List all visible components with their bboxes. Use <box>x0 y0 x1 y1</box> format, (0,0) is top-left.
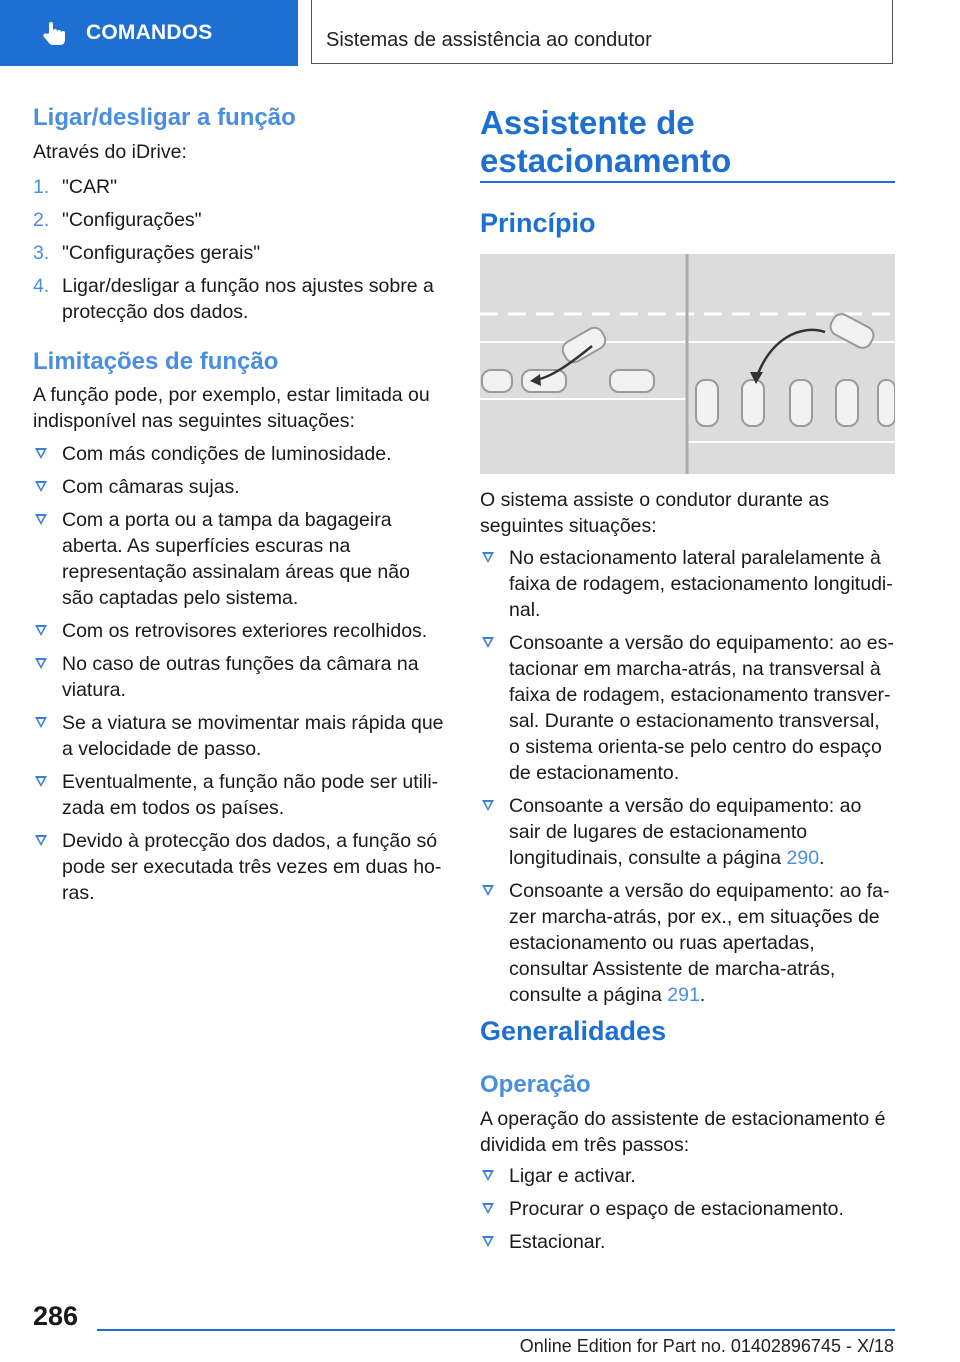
step-item <box>33 174 445 200</box>
step-number: 3. <box>33 242 50 264</box>
heading-principle: Princípio <box>480 208 596 238</box>
page-title <box>480 104 731 180</box>
list-item-text: Devido à protecção dos dados, a função só pode ser executada três vezes em duas horas. <box>62 830 442 904</box>
list-item <box>480 630 895 786</box>
triangle-bullet-icon <box>35 658 47 669</box>
list-item-text: Estacionar. <box>509 1231 606 1253</box>
footer-edition: Online Edition for Part no. 01402896745 - X/18 <box>519 1336 894 1356</box>
step-text: "Configurações gerais" <box>62 242 261 264</box>
triangle-bullet-icon <box>482 1236 494 1247</box>
hand-pointer-icon <box>40 19 68 47</box>
list-item-text: Com os retrovisores exteriores recolhidos. <box>62 620 428 642</box>
triangle-bullet-icon <box>482 1170 494 1181</box>
triangle-bullet-icon <box>35 776 47 787</box>
list-item-text: Com a porta ou a tampa da bagageira aberta. As superfícies escuras na representação assinalam áreas que não são captadas pelo sistema. <box>62 509 410 609</box>
step-item <box>33 273 445 325</box>
step-number: 4. <box>33 275 50 297</box>
list-item <box>33 828 445 906</box>
triangle-bullet-icon <box>482 637 494 648</box>
list-item-text: No caso de outras funções da câmara na viatura. <box>62 653 419 701</box>
triangle-bullet-icon <box>35 481 47 492</box>
list-item <box>480 793 895 871</box>
principle-list <box>480 545 895 1008</box>
section-title: Sistemas de assistência ao condutor <box>326 29 652 51</box>
triangle-bullet-icon <box>482 885 494 896</box>
heading-limits: Limitações de função <box>33 348 279 375</box>
list-item-text: Se a viatura se movimentar mais rápida que a velocidade de passo. <box>62 712 444 760</box>
list-item <box>33 507 445 611</box>
chapter-tab[interactable] <box>0 0 298 66</box>
list-item-text: No estacionamento lateral paralelamente à faixa de rodagem, estacionamento longitudinal. <box>509 547 893 621</box>
list-item <box>480 878 895 1008</box>
onoff-steps <box>33 174 445 325</box>
list-item <box>33 618 445 644</box>
list-item <box>33 710 445 762</box>
triangle-bullet-icon <box>482 552 494 563</box>
list-item <box>33 474 445 500</box>
list-item <box>480 545 895 623</box>
step-item <box>33 240 445 266</box>
list-item <box>480 1163 895 1189</box>
step-text: Ligar/desligar a função nos ajustes sobre a protecção dos dados. <box>62 275 434 323</box>
page-link-290[interactable]: 290 <box>786 847 820 869</box>
footer-divider <box>97 1329 895 1331</box>
page-number: 286 <box>33 1301 79 1331</box>
triangle-bullet-icon <box>482 800 494 811</box>
triangle-bullet-icon <box>482 1203 494 1214</box>
section-header <box>311 0 893 64</box>
limits-intro: A função pode, por exemplo, estar limitada ou indisponível nas seguintes situações: <box>33 384 430 432</box>
triangle-bullet-icon <box>35 717 47 728</box>
principle-intro: O sistema assiste o condutor durante as seguintes situações: <box>480 489 830 537</box>
heading-general: Generalidades <box>480 1016 667 1046</box>
list-item-suffix: . <box>699 984 706 1006</box>
step-text: "CAR" <box>62 176 118 198</box>
list-item <box>33 769 445 821</box>
list-item-text: Ligar e activar. <box>509 1165 636 1187</box>
page-link-291[interactable]: 291 <box>667 984 700 1006</box>
chapter-tab-label: COMANDOS <box>86 21 213 44</box>
title-divider <box>480 181 895 183</box>
triangle-bullet-icon <box>35 448 47 459</box>
list-item <box>33 441 445 467</box>
limits-list <box>33 441 445 906</box>
onoff-intro: Através do iDrive: <box>33 141 187 163</box>
list-item <box>480 1229 895 1255</box>
list-item <box>33 651 445 703</box>
heading-operation: Operação <box>480 1071 591 1098</box>
operation-intro: A operação do assistente de estacionamento é dividida em três passos: <box>480 1108 886 1156</box>
list-item-text: Com más condições de luminosidade. <box>62 443 392 465</box>
step-text: "Configurações" <box>62 209 202 231</box>
list-item <box>480 1196 895 1222</box>
page-title-line-2: estacionamento <box>480 142 732 179</box>
heading-onoff: Ligar/desligar a função <box>33 104 296 131</box>
step-number: 1. <box>33 176 50 198</box>
list-item-text: Consoante a versão do equipamento: ao sair de lugares de estacionamento longitudinais, consulte a página <box>509 795 862 869</box>
step-number: 2. <box>33 209 50 231</box>
list-item-text: Consoante a versão do equipamento: ao estacionar em marcha-atrás, na transversal à faixa de rodagem, estacionamento transversal. Durante o estacionamento transversal, o sistema orienta-se pelo centro do espaço de estacionamento. <box>509 632 894 784</box>
list-item-suffix: . <box>819 847 825 869</box>
triangle-bullet-icon <box>35 835 47 846</box>
triangle-bullet-icon <box>35 625 47 636</box>
list-item-text: Procurar o espaço de estacionamento. <box>509 1198 844 1220</box>
list-item-text: Eventualmente, a função não pode ser utilizada em todos os países. <box>62 771 439 819</box>
list-item-text: Com câmaras sujas. <box>62 476 240 498</box>
step-item <box>33 207 445 233</box>
list-item-text: Consoante a versão do equipamento: ao fazer marcha-atrás, por ex., em situações de estacionamento ou ruas apertadas, consultar Assistente de marcha-atrás, consulte a página <box>509 880 890 1006</box>
operation-steps <box>480 1163 895 1255</box>
page-title-line-1: Assistente de <box>480 104 695 141</box>
triangle-bullet-icon <box>35 514 47 525</box>
parking-diagram <box>480 254 895 474</box>
